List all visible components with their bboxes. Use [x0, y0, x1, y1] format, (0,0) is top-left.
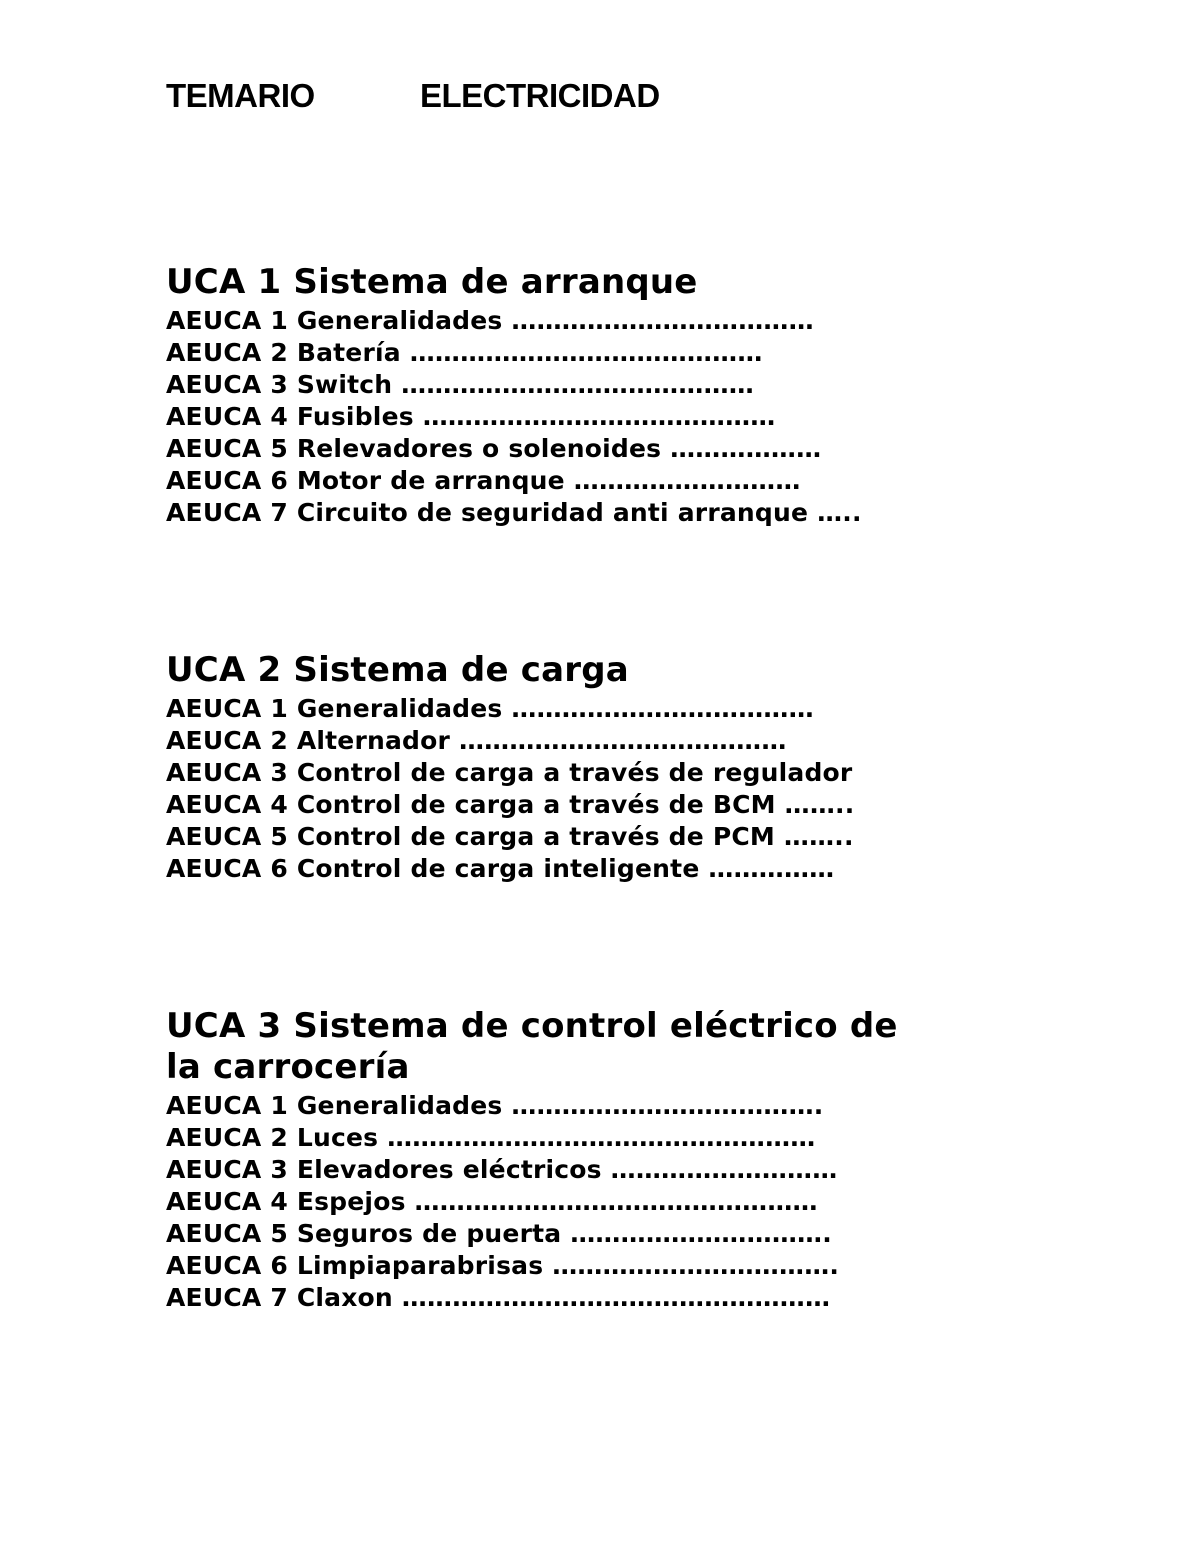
topic-item: AEUCA 5 Control de carga a través de PCM ……..	[166, 822, 854, 851]
topic-item: AEUCA 3 Switch ……………………………………	[166, 370, 754, 399]
topic-list	[166, 693, 986, 885]
topic-item: AEUCA 5 Relevadores o solenoides ………………	[166, 434, 822, 463]
section-title	[166, 1006, 986, 1088]
topic-item: AEUCA 7 Claxon ……………………………………………	[166, 1283, 831, 1312]
topic-item: AEUCA 4 Fusibles ……………………………………	[166, 402, 776, 431]
section-title-line-1: UCA 3 Sistema de control eléctrico de	[166, 1006, 898, 1046]
topic-item: AEUCA 3 Elevadores eléctricos ………………………	[166, 1155, 838, 1184]
header-temario: TEMARIO	[166, 77, 315, 114]
topic-item: AEUCA 7 Circuito de seguridad anti arranque …..	[166, 498, 862, 527]
topic-item: AEUCA 2 Batería ……………………………………	[166, 338, 763, 367]
header-electricidad: ELECTRICIDAD	[420, 77, 660, 114]
section-uca-2	[166, 650, 986, 885]
topic-item: AEUCA 4 Espejos …………………………………………	[166, 1187, 818, 1216]
topic-item: AEUCA 1 Generalidades ………………………………	[166, 694, 814, 723]
section-title: UCA 2 Sistema de carga	[166, 650, 629, 690]
topic-item: AEUCA 2 Alternador …………………………………	[166, 726, 787, 755]
topic-item: AEUCA 1 Generalidades ……………………………….	[166, 1091, 824, 1120]
topic-item: AEUCA 6 Motor de arranque ………………………	[166, 466, 801, 495]
topic-item: AEUCA 2 Luces ……………………………………………	[166, 1123, 816, 1152]
section-title-line-2: la carrocería	[166, 1047, 410, 1087]
section-uca-3	[166, 1006, 986, 1314]
topic-item: AEUCA 5 Seguros de puerta ………………………….	[166, 1219, 832, 1248]
section-title: UCA 1 Sistema de arranque	[166, 262, 698, 302]
topic-item: AEUCA 6 Limpiaparabrisas …………………………….	[166, 1251, 840, 1280]
topic-item: AEUCA 4 Control de carga a través de BCM ……..	[166, 790, 855, 819]
document-header	[166, 76, 660, 116]
topic-list	[166, 305, 986, 529]
topic-item: AEUCA 1 Generalidades ………………………………	[166, 306, 814, 335]
topic-item: AEUCA 6 Control de carga inteligente ……………	[166, 854, 835, 883]
section-uca-1	[166, 262, 986, 529]
topic-list	[166, 1090, 986, 1314]
topic-item: AEUCA 3 Control de carga a través de regulador	[166, 758, 853, 787]
